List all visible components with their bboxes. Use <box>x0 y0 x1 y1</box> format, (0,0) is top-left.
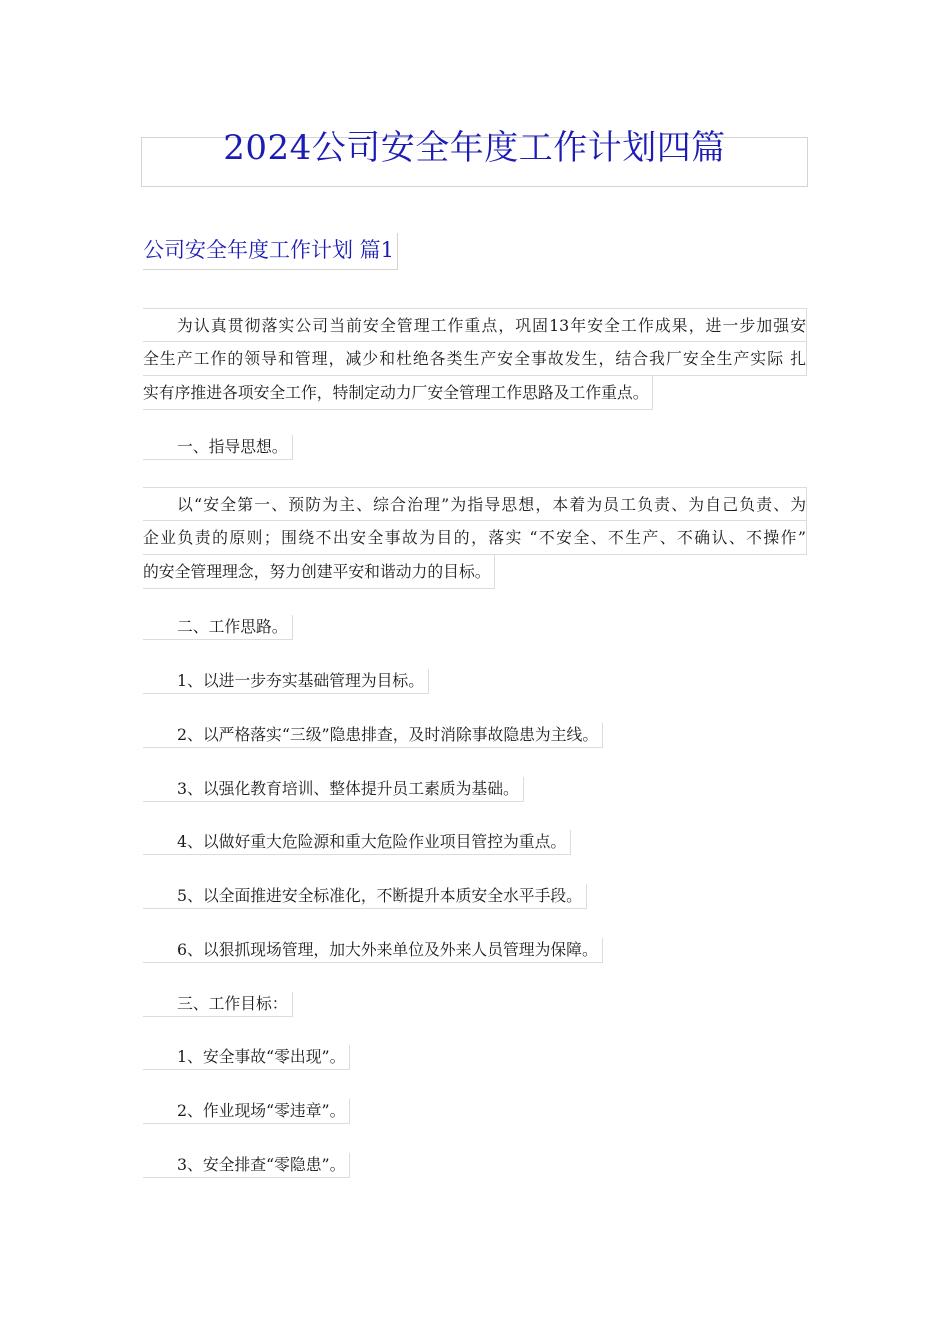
guiding-line: 的安全管理理念，努力创建平安和谐动力的目标。 <box>143 555 495 589</box>
heading-work-ideas: 二、工作思路。 <box>143 615 293 640</box>
intro-line: 全生产工作的领导和管理，减少和杜绝各类生产安全事故发生，结合我厂安全生产实际 扎 <box>143 342 807 376</box>
goal-item: 2、作业现场“零违章”。 <box>143 1099 350 1124</box>
idea-item: 2、以严格落实“三级”隐患排查，及时消除事故隐患为主线。 <box>143 723 603 748</box>
idea-item: 4、以做好重大危险源和重大危险作业项目管控为重点。 <box>143 830 571 855</box>
goal-item: 3、安全排查“零隐患”。 <box>143 1153 350 1178</box>
page-title: 2024公司安全年度工作计划四篇 <box>223 128 726 168</box>
intro-paragraph <box>143 308 807 422</box>
idea-item: 5、以全面推进安全标准化，不断提升本质安全水平手段。 <box>143 884 587 909</box>
intro-line: 为认真贯彻落实公司当前安全管理工作重点，巩固13年安全工作成果，进一步加强安 <box>143 308 807 342</box>
idea-item: 6、以狠抓现场管理，加大外来单位及外来人员管理为保障。 <box>143 938 603 963</box>
guiding-line: 以“安全第一、预防为主、综合治理”为指导思想，本着为员工负责、为自己负责、为 <box>143 487 807 521</box>
guiding-line: 企业负责的原则；围绕不出安全事故为目的，落实 “不安全、不生产、不确认、不操作” <box>143 521 807 555</box>
guiding-paragraph <box>143 487 807 601</box>
heading-guiding-ideology: 一、指导思想。 <box>143 435 293 460</box>
section-heading: 公司安全年度工作计划 篇1 <box>143 233 398 270</box>
heading-work-goals: 三、工作目标： <box>143 992 293 1017</box>
goal-item: 1、安全事故“零出现”。 <box>143 1045 350 1070</box>
idea-item: 1、以进一步夯实基础管理为目标。 <box>143 669 429 694</box>
idea-item: 3、以强化教育培训、整体提升员工素质为基础。 <box>143 777 524 802</box>
intro-line: 实有序推进各项安全工作，特制定动力厂安全管理工作思路及工作重点。 <box>143 376 653 410</box>
